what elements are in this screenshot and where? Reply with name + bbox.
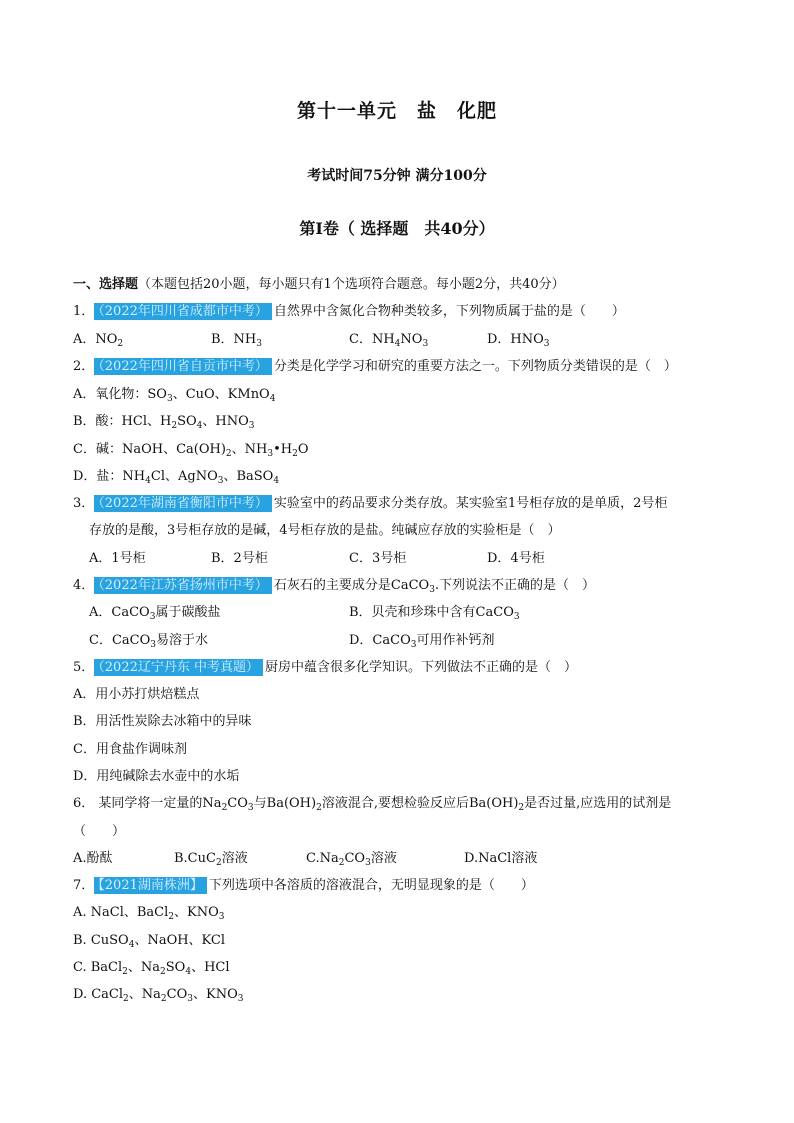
question-2: 2． （2022年四川省自贡市中考） 分类是化学学习和研究的重要方法之一。下列物质分类错误的是（ ） (73, 359, 677, 374)
option-2a: A．氧化物：$SO_3$、CuO、KMnO$_4$ (73, 387, 276, 404)
question-3: 3． （2022年湖南省衡阳市中考） 实验室中的药品要求分类存放。某实验室1号柜存放的是单质，2号柜 (73, 496, 668, 511)
source-tag: （2022年江苏省扬州市中考） (94, 577, 272, 594)
option-7a: A. NaCl、BaCl$_2$、$KNO_3$ (73, 905, 225, 922)
page-title: 第十一单元 盐 化肥 (296, 100, 497, 122)
options-3: A．1号柜 B．2号柜 C．3号柜 D．4号柜 (89, 551, 545, 566)
option-5b: B．用活性炭除去冰箱中的异味 (73, 714, 252, 729)
section-title: 第Ⅰ卷（ 选择题 共40分） (299, 219, 495, 238)
options-1: A．$NO_2$ B．$NH_3$ C．$NH_4NO_3$ D．$HNO_3$ (73, 332, 550, 349)
answer-blank-6: （ ） (73, 824, 126, 839)
source-tag: （2022年四川省自贡市中考） (94, 358, 272, 375)
section-instructions: 一、选择题（本题包括20小题，每小题只有1个选项符合题意。每小题2分，共40分） (73, 277, 565, 292)
option-2c: C．碱：NaOH、$Ca(OH)_2$、$NH_3•H_2O$ (73, 442, 309, 459)
source-tag: （2022年四川省成都市中考） (94, 303, 272, 320)
source-tag: 【2021湖南株洲】 (94, 877, 207, 894)
question-3-cont: 存放的是酸，3号柜存放的是碱，4号柜存放的是盐。纯碱应存放的实验柜是（ ） (89, 523, 561, 538)
option-5a: A．用小苏打烘焙糕点 (73, 687, 200, 702)
options-4-row2: C．CaCO$_3$易溶于水 D．CaCO$_3$可用作补钙剂 (89, 633, 495, 650)
option-2d: D．盐：$NH_4Cl$、AgNO$_3$、BaSO$_4$ (73, 469, 280, 486)
source-tag: （2022年湖南省衡阳市中考） (94, 495, 272, 512)
question-1: 1． （2022年四川省成都市中考） 自然界中含氮化合物种类较多，下列物质属于盐的是（ ） (73, 304, 625, 319)
option-5c: C．用食盐作调味剂 (73, 742, 187, 757)
question-6: 6． 某同学将一定量的$Na_2CO_3$与$Ba(OH)_2$溶液混合,要想检验反应后$Ba(OH)_2$是否过量,应选用的试剂是 (73, 796, 672, 813)
question-5: 5． （2022辽宁丹东 中考真题） 厨房中蕴含很多化学知识。下列做法不正确的是（ ） (73, 660, 578, 675)
exam-info: 考试时间75分钟 满分100分 (307, 168, 487, 184)
option-2b: B．酸：HCl、$H_2SO_4$、$HNO_3$ (73, 414, 255, 431)
options-6: A.酚酞 B.CuC$_2$溶液 $C.Na_2CO_3$溶液 D.NaCl溶液 (73, 851, 538, 868)
option-7b: B. CuSO$_4$、NaOH、KCl (73, 933, 226, 950)
options-4-row1: A．CaCO$_3$属于碳酸盐 B．贝壳和珍珠中含有CaCO$_3$ (89, 605, 520, 622)
option-7d: D. CaCl$_2$、$Na_2CO_3$、$KNO_3$ (73, 987, 244, 1004)
question-4: 4． （2022年江苏省扬州市中考） 石灰石的主要成分是CaCO$_3$.下列说法不正确的是（ ） (73, 578, 596, 595)
option-5d: D．用纯碱除去水壶中的水垢 (73, 769, 240, 784)
option-7c: C. BaCl$_2$、$Na_2SO_4$、HCl (73, 960, 230, 977)
source-tag: （2022辽宁丹东 中考真题） (94, 659, 263, 676)
question-7: 7． 【2021湖南株洲】 下列选项中各溶质的溶液混合，无明显现象的是（ ） (73, 878, 534, 893)
